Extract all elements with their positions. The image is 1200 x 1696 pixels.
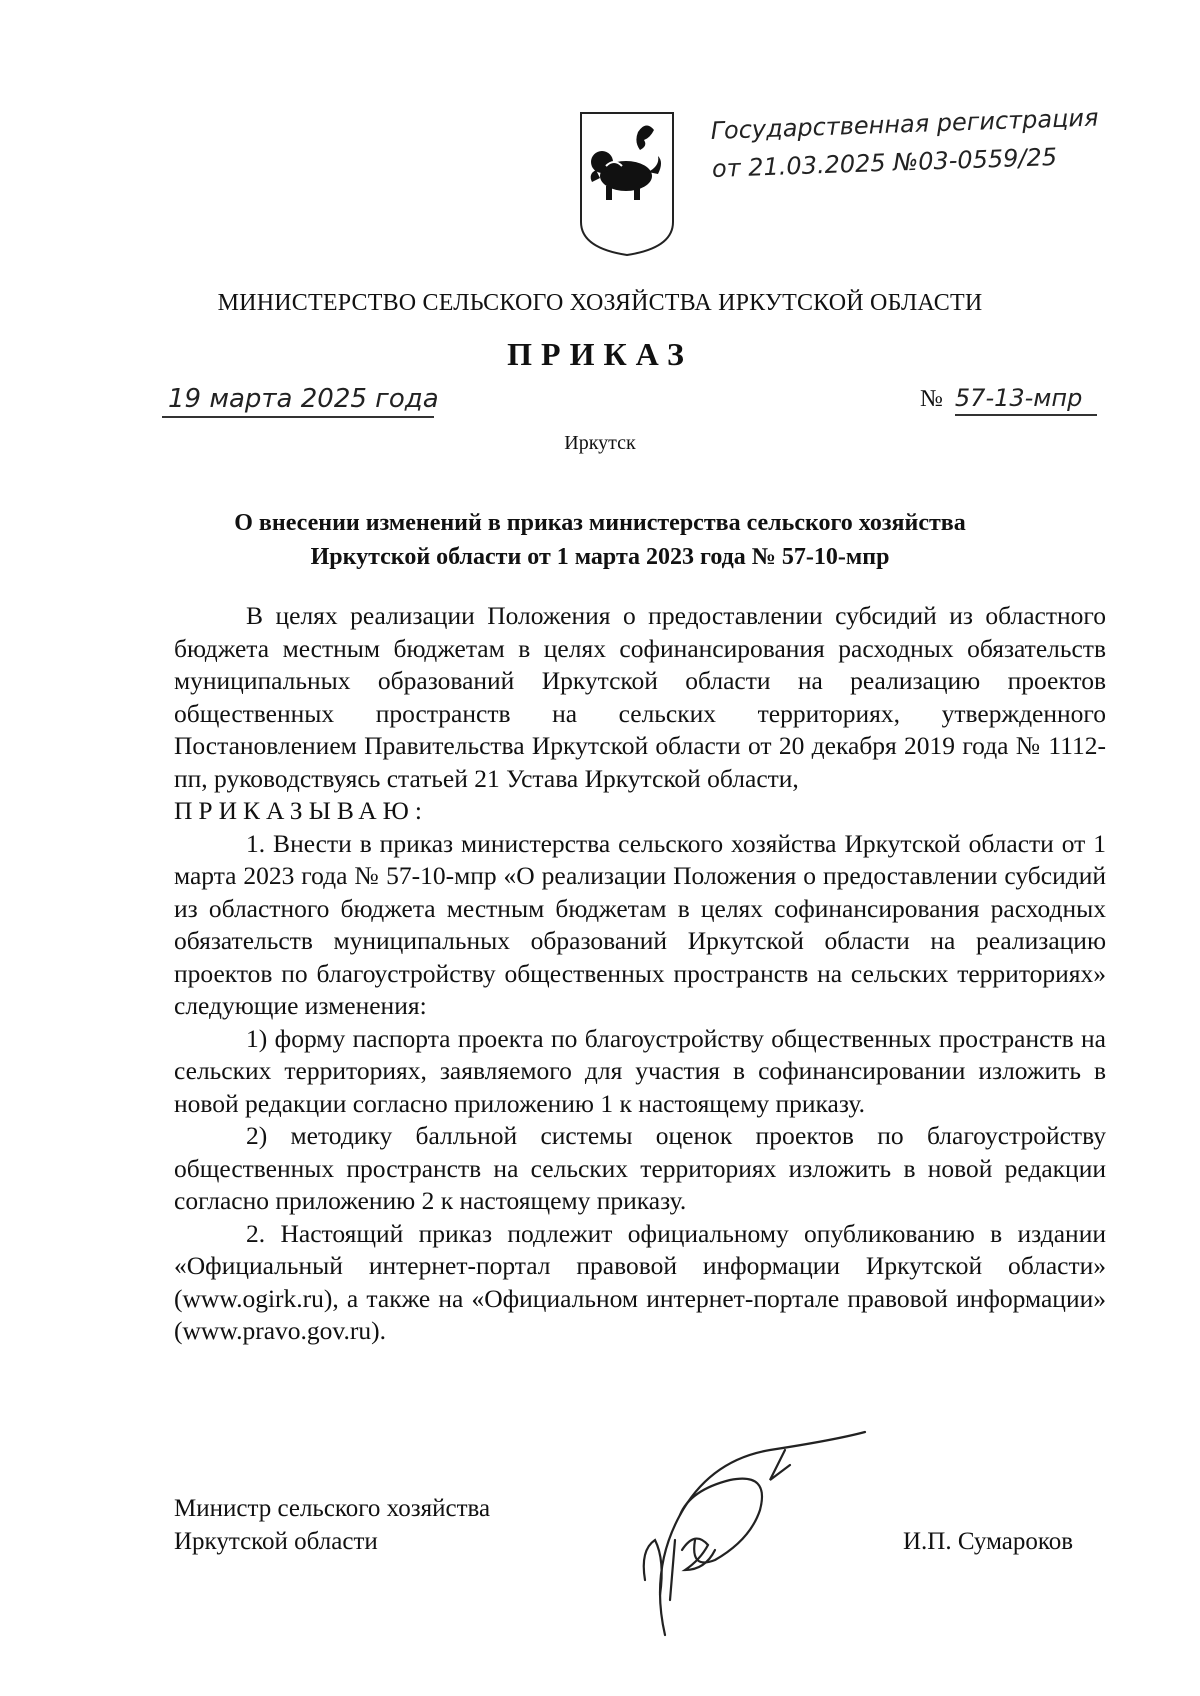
order-number-handwritten: 57-13-мпр xyxy=(954,384,1083,412)
item-1-paragraph: 1. Внести в приказ министерства сельского хозяйства Иркутской области от 1 марта 2023 года № 57-10-мпр «О реализации Положения о предоставлении субсидий из областного бюджета местным бюджетам в целях софинансирования расходных обязательств муниципальных образований Иркутской области на реализацию проектов по благоустройству общественных пространств на сельских территориях» следующие изменения: xyxy=(174,828,1106,1020)
item-2-paragraph: 2. Настоящий приказ подлежит официальному опубликованию в издании «Официальный интернет-портал правовой информации Иркутской области» (www.ogirk.ru), а также на «Официальном интернет-портале правовой информации» (www.pravo.gov.ru). xyxy=(174,1218,1106,1345)
preamble-paragraph: В целях реализации Положения о предоставлении субсидий из областного бюджета местным бюджетам в целях софинансирования расходных обязательств муниципальных образований Иркутской области на реализацию проектов общественных пространств на сельских территориях, утвержденного Постановлением Правительства Иркутской области от 20 декабря 2019 года № 1112-пп, руководствуясь статьей 21 Устава Иркутской области, xyxy=(174,601,1106,793)
signatory-title xyxy=(174,1492,490,1558)
order-word: ПРИКАЗЫВАЮ: xyxy=(174,796,428,825)
subject-line1: О внесении изменений в приказ министерства сельского хозяйства xyxy=(234,510,966,536)
signatory-title-line2: Иркутской области xyxy=(174,1528,378,1555)
order-number xyxy=(920,384,1082,413)
subject-line2: Иркутской области от 1 марта 2023 года № 57-10-мпр xyxy=(310,544,890,570)
signatory-title-line1: Министр сельского хозяйства xyxy=(174,1495,491,1522)
registration-note-line1: Государственная регистрация xyxy=(710,103,1099,145)
registration-handwritten-note xyxy=(710,96,1182,188)
ministry-name: МИНИСТЕРСТВО СЕЛЬСКОГО ХОЗЯЙСТВА ИРКУТСКОЙ ОБЛАСТИ xyxy=(217,290,983,316)
item-1-1-paragraph: 1) форму паспорта проекта по благоустройству общественных пространств на сельских территориях, заявляемого для участия в софинансировании изложить в новой редакции согласно приложению 1 к настоящему приказу. xyxy=(174,1023,1106,1118)
document-type-title: ПРИКАЗ xyxy=(507,336,693,372)
city-name: Иркутск xyxy=(564,432,636,454)
order-subject xyxy=(160,506,1040,574)
number-sign: № xyxy=(920,386,943,412)
signatory-name: И.П. Сумароков xyxy=(903,1528,1074,1555)
registration-note-line2: от 21.03.2025 №03-0559/25 xyxy=(711,142,1058,183)
item-1-2-paragraph: 2) методику балльной системы оценок проектов по благоустройству общественных пространств на сельских территориях изложить в новой редакции согласно приложению 2 к настоящему приказу. xyxy=(174,1121,1106,1215)
number-underline xyxy=(955,414,1097,416)
handwritten-signature xyxy=(620,1420,870,1650)
order-date-handwritten: 19 марта 2025 года xyxy=(168,384,439,414)
coat-of-arms-emblem xyxy=(578,110,676,258)
date-underline xyxy=(162,416,434,418)
order-body xyxy=(174,600,1106,1348)
